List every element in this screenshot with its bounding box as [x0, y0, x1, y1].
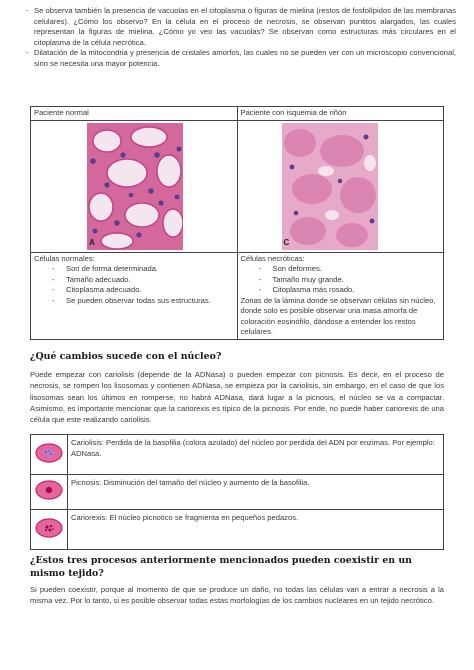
- necrotic-note: Zonas de la lámina donde se observan células sin núcleo, donde solo es posible observar una masa amorfa de coloración eosinófilo, dándose a entender los restos celulares.: [240, 295, 436, 336]
- nuclear-changes-table: [30, 434, 444, 550]
- list-item: - Citoplasma más rosado.: [258, 285, 355, 294]
- list-item: - Tamaño muy grande.: [258, 274, 344, 284]
- ischemic-kidney-micrograph: C: [282, 123, 378, 250]
- cariolisis-description: Cariolisis: Perdida de la basofilia (colora azulado) del núcleo por perdida del ADN por enzimas. Por ejemplo: ADNasa.: [68, 435, 444, 475]
- table-row: [31, 475, 444, 510]
- table-row: [31, 510, 444, 550]
- comparison-table: [30, 106, 444, 340]
- cariolisis-cell-icon: [34, 442, 64, 464]
- picnosis-description: Picnosis: Disminución del tamaño del núcleo y aumento de la basofilia.: [68, 475, 444, 510]
- list-item: - Tamaño adecuado.: [52, 274, 131, 284]
- necrotic-cells-list: [241, 264, 441, 296]
- normal-kidney-micrograph: A: [87, 123, 183, 250]
- list-item: - Son deformes.: [258, 264, 322, 273]
- cariorexis-cell-icon: [34, 517, 64, 539]
- coexist-paragraph: Si pueden coexistir, porque al momento de que se produce un daño, no todas las células van a entrar a necrosis a la misma vez. Por lo tanto, si es posible observar todas estas morfologías de los cambios nucleares en un tejido necrótico.: [30, 585, 444, 606]
- list-item: - Se pueden observar todas sus estructuras.: [52, 295, 211, 305]
- necrotic-cells-description: Células necróticas: - Son deformes. - Tamaño muy grande. - Citoplasma más rosado. Zonas de la lámina donde se observan células sin núcleo, donde solo es posible observar una masa amorfa de coloración eosinófilo, dándose a entender los restos celulares.: [237, 252, 444, 339]
- left-header: Paciente normal: [31, 107, 238, 121]
- right-header: Paciente con isquemia de riñón: [237, 107, 444, 121]
- intro-bullets: [26, 6, 456, 70]
- normal-cells-description: Células normales: - Son de forma determinada. - Tamaño adecuado. - Citoplasma adecuado. - Se pueden observar todas sus estructuras.: [31, 252, 238, 339]
- section-heading-coexist: ¿Estos tres procesos anteriormente mencionados pueden coexistir en un mismo tejido?: [30, 555, 412, 579]
- list-item: - Son de forma determinada.: [52, 264, 159, 273]
- table-row: [31, 435, 444, 475]
- bullet-item: - Dilatación de la mitocondria y presencia de cristales amorfos, las cuales no se pueden ver con un microscopio convencional, sino se necesita una mayor potencia.: [26, 48, 456, 68]
- bullet-item: - Se observa también la presencia de vacuolas en el citoplasma o figuras de mielina (restos de fosfolípidos de las membranas celulares). ¿Cómo los observo? En la célula en el proceso de necrosis, se observan puntitos alargados, las cuales representan la figuras de mielina. ¿Cómo yo veo las vacuolas? Se observan como estructuras más circulares en el citoplasma de la célula necrótica.: [26, 6, 456, 47]
- nucleus-paragraph: Puede empezar con cariolisis (depende de la ADNasa) o pueden empezar con picnosis. Es decir, en el proceso de necrosis, se rompen los lisosomas y contienen ADNasa, se empieza por la cariolisis, sin embargo, en el caso de que los lisosomas sean los últimos en romperse, no habrá ADNasa, dará lugar a la picnosis, el núcleo se va a compactar. Asimismo, es importante mencionar que la cariorexis es típico de la picnosis. Por ende, no puede haber cariorexis de una célula que este realizando cariolisis.: [30, 370, 444, 425]
- picnosis-cell-icon: [34, 479, 64, 501]
- cariorexis-description: Cariorexis: El núcleo picnotico se fragmenta en pequeños pedazos.: [68, 510, 444, 550]
- normal-cells-list: [34, 264, 234, 306]
- list-item: - Citoplasma adecuado.: [52, 285, 142, 294]
- section-heading-nucleus: ¿Qué cambios sucede con el núcleo?: [30, 351, 222, 362]
